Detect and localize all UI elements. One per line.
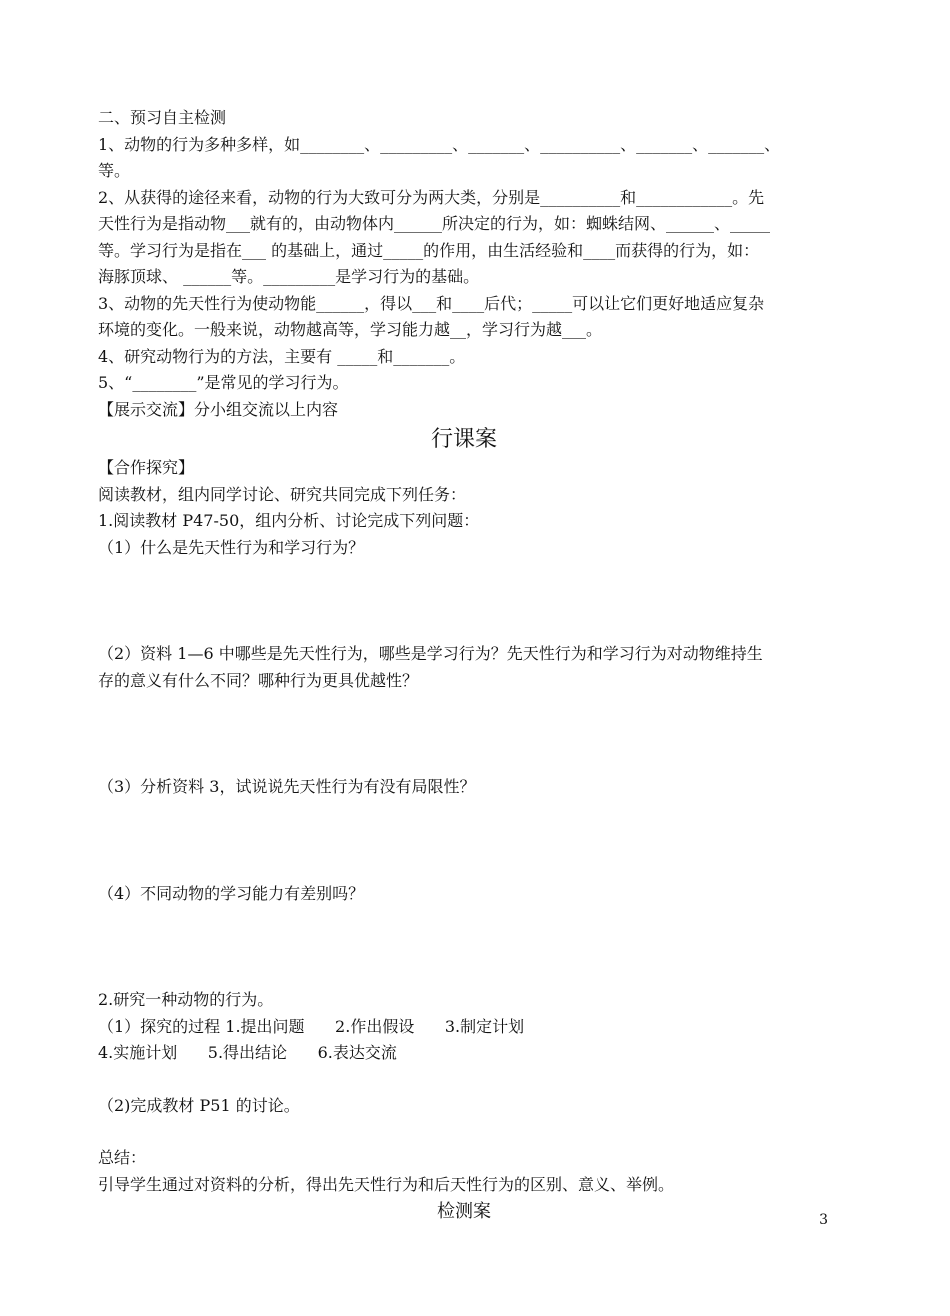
task-1-question-2-line-1: （2）资料 1—6 中哪些是先天性行为，哪些是学习行为？先天性行为和学习行为对动物维持生 [98,644,763,663]
question-2-line-3: 等。学习行为是指在___ 的基础上，通过_____的作用，由生活经验和____而获得的行为，如： [98,240,760,260]
page-number: 3 [819,1212,828,1228]
answer-space [98,561,830,641]
question-3-line-2: 环境的变化。一般来说，动物越高等，学习能力越__，学习行为越___。 [98,320,603,339]
task-1-question-4: （4）不同动物的学习能力有差别吗？ [98,883,365,903]
task-2-question-1-line-1: （1）探究的过程 1.提出问题 2.作出假设 3.制定计划 [98,1016,525,1036]
answer-space [98,694,830,774]
document-body [98,105,830,1226]
question-2-line-2: 天性行为是指动物___就有的，由动物体内______所决定的行为，如：蜘蛛结网、______、_____ [98,214,771,233]
question-5: 5、“________”是常见的学习行为。 [98,373,349,392]
task-2-question-1-line-2: 4.实施计划 5.得出结论 6.表达交流 [98,1043,397,1062]
task-2-question-2: （2)完成教材 P51 的讨论。 [98,1095,300,1115]
task-1-question-1: （1）什么是先天性行为和学习行为？ [98,537,365,557]
answer-space [98,801,830,881]
question-1-line-2: 等。 [98,161,131,180]
question-2-line-4: 海豚顶球、 ______等。_________是学习行为的基础。 [98,267,480,286]
class-plan-title: 行课案 [430,427,497,452]
question-2-line-1: 2、从获得的途径来看，动物的行为大致可分为两大类，分别是__________和____________。先 [98,187,765,207]
summary-text: 引导学生通过对资料的分析，得出先天性行为和后天性行为的区别、意义、举例。 [98,1174,675,1194]
task-1: 1.阅读教材 P47-50，组内分析、讨论完成下列问题： [98,511,480,530]
cooperate-intro: 阅读教材，组内同学讨论、研究共同完成下列任务： [98,484,467,504]
task-2: 2.研究一种动物的行为。 [98,990,274,1009]
cooperate-heading: 【合作探究】 [98,458,195,477]
question-4: 4、研究动物行为的方法，主要有 _____和_______。 [98,346,466,366]
summary-heading: 总结： [98,1148,147,1167]
blank-line [98,1067,830,1093]
preview-heading: 二、预习自主检测 [98,108,227,127]
answer-space [98,907,830,987]
task-1-question-3: （3）分析资料 3，试说说先天性行为有没有局限性？ [98,777,476,796]
share-exchange: 【展示交流】分小组交流以上内容 [98,399,339,419]
test-plan-title: 检测案 [437,1201,491,1222]
question-1-line-1: 1、动物的行为多种多样，如________、_________、_______、__________、_______、_______、 [98,134,781,154]
task-1-question-2-line-2: 存的意义有什么不同？哪种行为更具优越性？ [98,670,419,690]
question-3-line-1: 3、动物的先天性行为使动物能______，得以___和____后代；_____可以让它们更好地适应复杂 [98,293,765,313]
blank-line [98,1119,830,1145]
